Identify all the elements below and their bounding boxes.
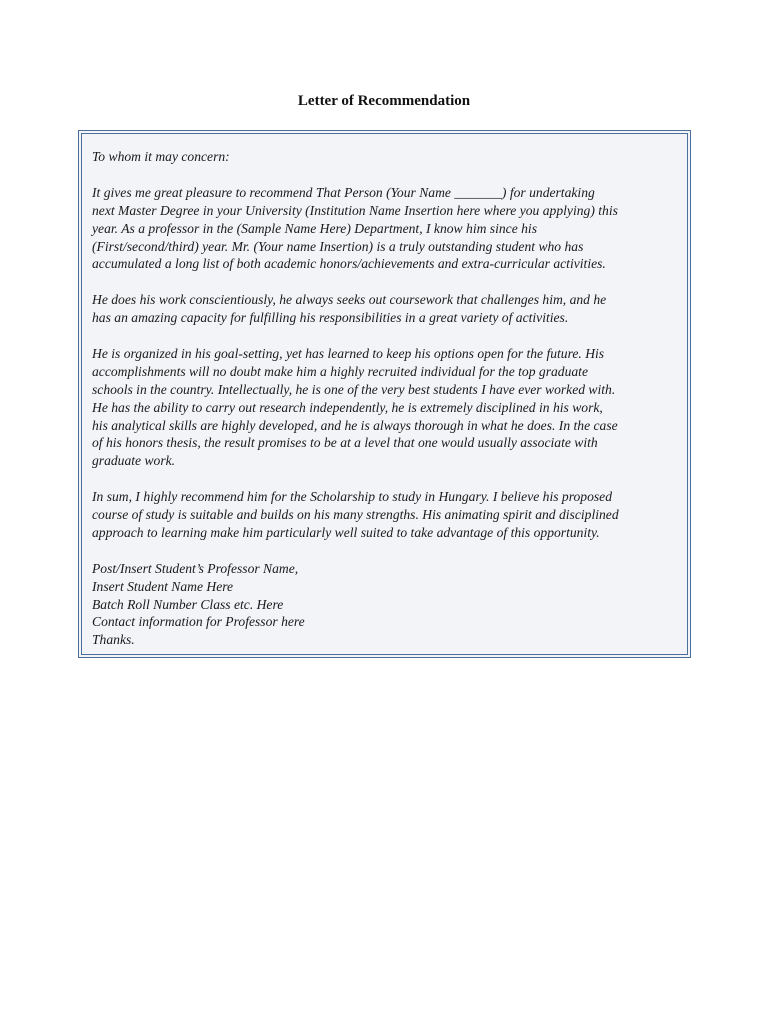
text-line: approach to learning make him particularly well suited to take advantage of this opportunity. xyxy=(92,524,600,540)
letter-box xyxy=(78,130,691,658)
text-line: (First/second/third) year. Mr. (Your name Insertion) is a truly outstanding student who has xyxy=(92,238,584,254)
text-line: year. As a professor in the (Sample Name Here) Department, I know him since his xyxy=(92,220,538,236)
letter-body xyxy=(92,148,682,649)
text-line: He has the ability to carry out research independently, he is extremely disciplined in his work, xyxy=(92,399,603,415)
text-line: schools in the country. Intellectually, he is one of the very best students I have ever worked with. xyxy=(92,381,616,397)
paragraph-organization xyxy=(92,345,682,470)
text-line: He does his work conscientiously, he always seeks out coursework that challenges him, and he xyxy=(92,292,607,308)
closing-line: Contact information for Professor here xyxy=(92,614,305,630)
text-line: has an amazing capacity for fulfilling his responsibilities in a great variety of activities. xyxy=(92,310,569,326)
page-title: Letter of Recommendation xyxy=(297,93,471,109)
text-line: In sum, I highly recommend him for the Scholarship to study in Hungary. I believe his proposed xyxy=(92,489,613,505)
paragraph-summary xyxy=(92,488,682,542)
closing-line: Thanks. xyxy=(92,632,135,648)
salutation: To whom it may concern: xyxy=(92,149,230,164)
closing-line: Insert Student Name Here xyxy=(92,578,234,594)
closing-line: Post/Insert Student’s Professor Name, xyxy=(92,560,299,576)
paragraph-intro xyxy=(92,184,682,274)
text-line: next Master Degree in your University (Institution Name Insertion here where you applying) this xyxy=(92,202,618,218)
text-line: course of study is suitable and builds on his many strengths. His animating spirit and disciplined xyxy=(92,507,619,523)
closing-line: Batch Roll Number Class etc. Here xyxy=(92,596,284,612)
closing-block xyxy=(92,560,682,650)
text-line: It gives me great pleasure to recommend That Person (Your Name _______) for undertaking xyxy=(92,184,595,200)
text-line: of his honors thesis, the result promises to be at a level that one would usually associate with xyxy=(92,435,598,451)
text-line: his analytical skills are highly developed, and he is always thorough in what he does. In the case xyxy=(92,417,618,433)
text-line: He is organized in his goal-setting, yet has learned to keep his options open for the future. His xyxy=(92,345,605,361)
text-line: accomplishments will no doubt make him a highly recruited individual for the top graduate xyxy=(92,363,588,379)
text-line: graduate work. xyxy=(92,453,176,469)
text-line: accumulated a long list of both academic honors/achievements and extra-curricular activities. xyxy=(92,256,606,272)
paragraph-work-ethic xyxy=(92,291,682,327)
